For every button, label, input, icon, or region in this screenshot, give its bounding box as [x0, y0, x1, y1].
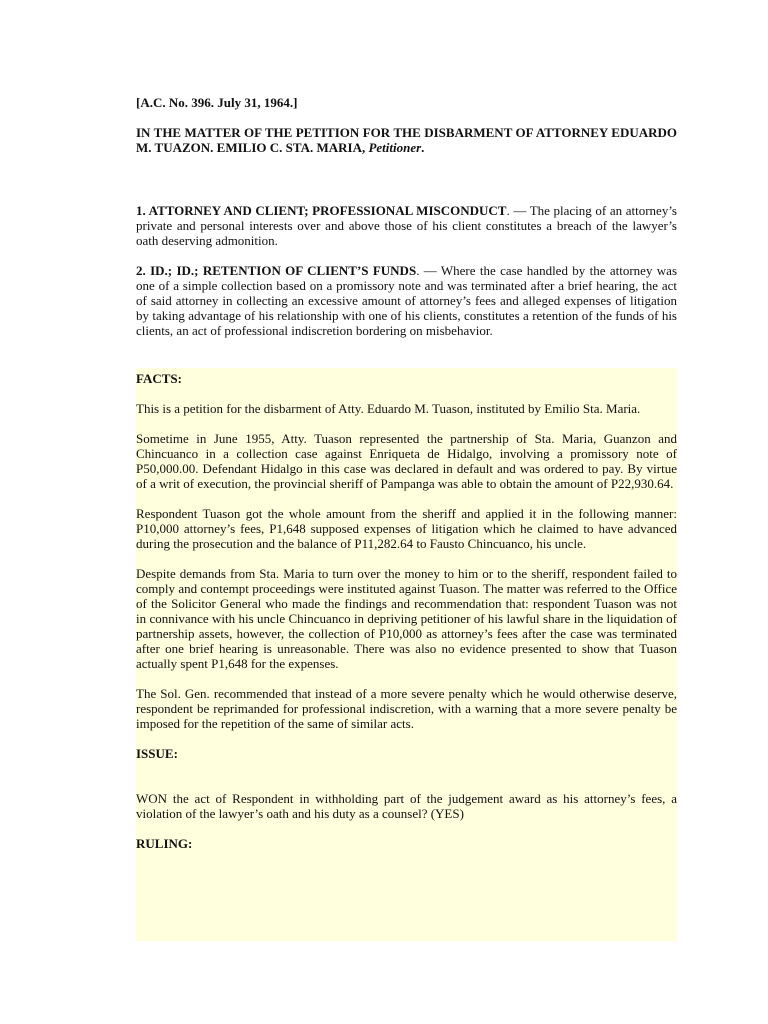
case-digest [136, 368, 677, 941]
ruling-heading: RULING: [136, 836, 193, 851]
facts-paragraph: Sometime in June 1955, Atty. Tuason represented the partnership of Sta. Maria, Guanzon and Chincuanco in a collection case against Enriqueta de Hidalgo, involving a promissory note of P50,000.00. Defendant Hidalgo in this case was declared in default and was ordered to pay. By virtue of a writ of execution, the provincial sheriff of Pampanga was able to obtain the amount of P22,930.64. [136, 431, 677, 491]
document-page [136, 95, 677, 941]
syllabus-item-1 [136, 203, 677, 248]
facts-heading: FACTS: [136, 371, 182, 386]
facts-paragraph: The Sol. Gen. recommended that instead of a more severe penalty which he would otherwise deserve, respondent be reprimanded for professional indiscretion, with a warning that a more severe penalty be imposed for the repetition of the same of similar acts. [136, 686, 677, 731]
case-title-end: . [421, 140, 425, 155]
case-title-role: Petitioner [368, 140, 422, 155]
case-title-main: IN THE MATTER OF THE PETITION FOR THE DISBARMENT OF ATTORNEY EDUARDO M. TUAZON. EMILIO C. STA. MARIA, [136, 125, 677, 155]
issue-heading: ISSUE: [136, 746, 178, 761]
syllabus-text-2: . — Where the case handled by the attorney was one of a simple collection based on a promissory note and was terminated after a brief hearing, the act of said attorney in collecting an excessive amount of attorney’s fees and alleged expenses of litigation by taking advantage of his relationship with one of his clients, constitutes a retention of the funds of his clients, an act of professional indiscretion bordering on misbehavior. [136, 263, 678, 338]
case-citation: [A.C. No. 396. July 31, 1964.] [136, 95, 298, 110]
syllabus-text-1: . — The placing of an attorney’s private and personal interests over and above those of his client constitutes a breach of the lawyer’s oath deserving admonition. [136, 203, 677, 248]
facts-paragraph: This is a petition for the disbarment of Atty. Eduardo M. Tuason, instituted by Emilio Sta. Maria. [136, 401, 641, 416]
issue-paragraph: WON the act of Respondent in withholding part of the judgement award as his attorney’s fees, a violation of the lawyer’s oath and his duty as a counsel? (YES) [136, 791, 677, 821]
facts-paragraph: Respondent Tuason got the whole amount from the sheriff and applied it in the following manner: P10,000 attorney’s fees, P1,648 supposed expenses of litigation which he claimed to have advanced during the prosecution and the balance of P11,282.64 to Fausto Chincuanco, his uncle. [136, 506, 677, 551]
case-title [136, 125, 677, 155]
syllabus-heading-2: 2. ID.; ID.; RETENTION OF CLIENT’S FUNDS [136, 263, 417, 278]
facts-paragraph: Despite demands from Sta. Maria to turn over the money to him or to the sheriff, respondent failed to comply and contempt proceedings were instituted against Tuason. The matter was referred to the Office of the Solicitor General who made the findings and recommendation that: respondent Tuason was not in connivance with his uncle Chincuanco in depriving petitioner of his lawful share in the liquidation of partnership assets, however, the collection of P10,000 as attorney’s fees after the case was terminated after one brief hearing is unreasonable. There was also no evidence presented to show that Tuason actually spent P1,648 for the expenses. [136, 566, 677, 671]
syllabus-heading-1: 1. ATTORNEY AND CLIENT; PROFESSIONAL MISCONDUCT [136, 203, 507, 218]
syllabus-item-2 [136, 263, 677, 338]
